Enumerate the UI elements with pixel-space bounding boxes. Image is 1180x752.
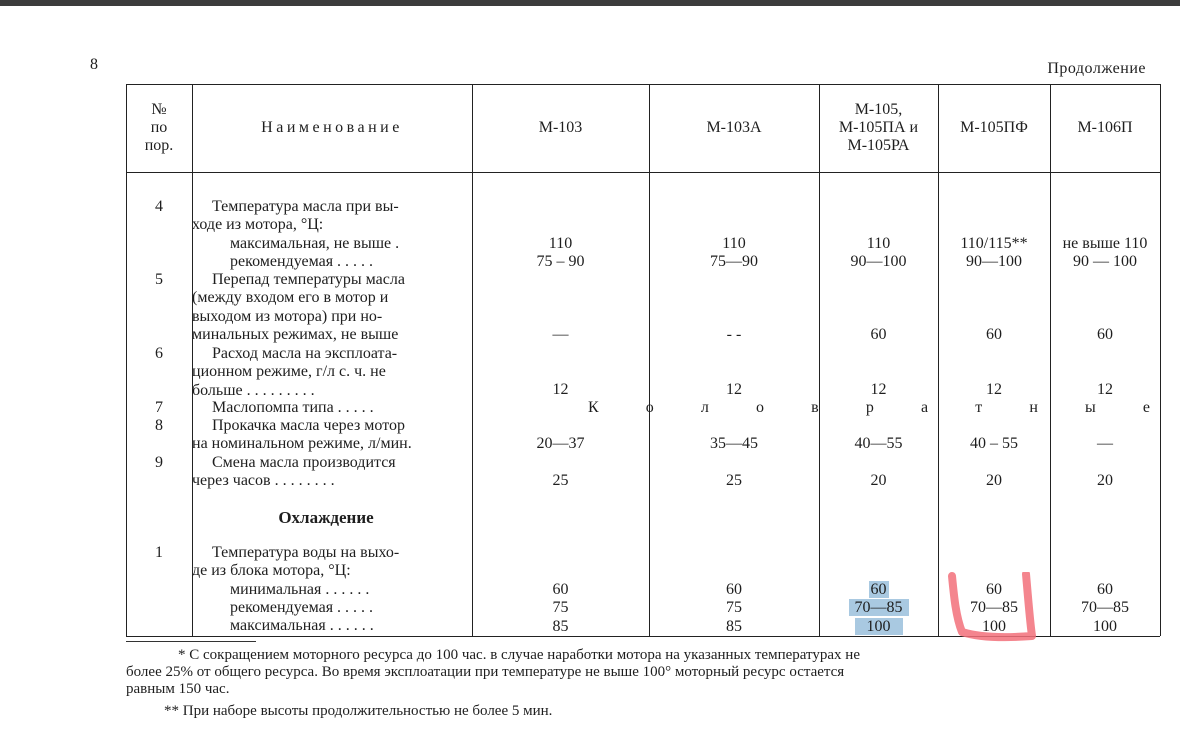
cell-m105-highlighted bbox=[819, 581, 938, 636]
cell-m103a: - - bbox=[726, 326, 742, 343]
name-line: рекомендуемая . . . . . bbox=[230, 598, 374, 616]
row-num: 9 bbox=[155, 454, 163, 471]
cell-m103a bbox=[649, 235, 819, 272]
cell-m106p: 60 bbox=[1097, 326, 1113, 343]
cell-m103: 25 bbox=[552, 472, 569, 489]
cell-line: 85 bbox=[552, 617, 569, 635]
cell-line: 70—85 bbox=[970, 599, 1018, 617]
row-name bbox=[192, 417, 412, 454]
footnote-1-line3: равным 150 час. bbox=[126, 681, 230, 697]
name-line: выходом из мотора) при но- bbox=[192, 307, 383, 325]
spaced-letter: о bbox=[756, 399, 765, 416]
cell-m105 bbox=[819, 235, 938, 272]
footnote-1-line1: * С сокращением моторного ресурса до 100 час. в случае наработки мотора на указанных температурах не bbox=[178, 647, 860, 663]
cell-line: 60 bbox=[552, 581, 569, 598]
cell-line: 85 bbox=[726, 617, 742, 635]
spaced-letter: ы bbox=[1085, 399, 1096, 416]
name-line: больше . . . . . . . . . bbox=[192, 381, 315, 399]
name-line: Температура масла при вы- bbox=[212, 198, 399, 215]
spaced-letter: в bbox=[811, 399, 819, 416]
cell-m106p: 20 bbox=[1097, 472, 1113, 489]
header-num-line: № bbox=[151, 101, 167, 118]
cell-m105pf: 20 bbox=[986, 472, 1002, 489]
header-m105-line: М-105, bbox=[854, 101, 903, 118]
name-line: максимальная, не выше . bbox=[230, 234, 400, 252]
name-line: Маслопомпа типа . . . . . bbox=[212, 399, 374, 416]
cell-line: 70—85 bbox=[1081, 599, 1129, 617]
row-name bbox=[192, 198, 399, 271]
page-number: 8 bbox=[90, 56, 98, 73]
cell-line: 110 bbox=[866, 235, 891, 252]
header-num-line: пор. bbox=[144, 137, 174, 154]
table-bottom-rule bbox=[126, 636, 1160, 637]
name-line: минальных режимах, не выше bbox=[192, 325, 399, 343]
cell-line: 100 bbox=[1093, 617, 1117, 635]
spaced-letter: а bbox=[920, 399, 929, 416]
header-name: Наименование bbox=[261, 119, 403, 136]
cell-m103a bbox=[649, 581, 819, 636]
name-line: (между входом его в мотор и bbox=[192, 289, 389, 307]
cell-m103: — bbox=[552, 326, 569, 343]
cell-m103a: 12 bbox=[726, 381, 742, 398]
name-line: через часов . . . . . . . . bbox=[192, 472, 335, 490]
name-line: на номинальном режиме, л/мин. bbox=[192, 435, 412, 453]
footnote-rule bbox=[126, 641, 256, 642]
spaced-letter: К bbox=[588, 399, 599, 416]
pump-type-spaced bbox=[588, 399, 1160, 417]
highlighted-value: 100 bbox=[855, 618, 903, 635]
cell-line: не выше 110 bbox=[1062, 235, 1148, 252]
cell-m103a: 25 bbox=[726, 472, 742, 489]
cell-m103: 20—37 bbox=[536, 435, 585, 452]
name-line: Температура воды на выхо- bbox=[212, 544, 400, 561]
row-num: 6 bbox=[155, 345, 163, 362]
header-m103: М-103 bbox=[538, 119, 583, 136]
cell-m105pf: 40 – 55 bbox=[970, 435, 1018, 452]
spaced-letter: о bbox=[645, 399, 654, 416]
spaced-letter: н bbox=[1029, 399, 1038, 416]
header-m105 bbox=[819, 84, 938, 172]
name-line: ходе из мотора, °Ц: bbox=[192, 216, 324, 234]
header-rule bbox=[126, 172, 1160, 173]
row-name bbox=[192, 454, 396, 491]
name-line: рекомендуемая . . . . . bbox=[230, 252, 374, 270]
row-name bbox=[192, 271, 405, 344]
highlighted-value: 70—85 bbox=[849, 599, 909, 616]
row-name bbox=[192, 345, 397, 400]
cell-m105: 40—55 bbox=[854, 435, 903, 452]
cell-m105pf: 12 bbox=[986, 381, 1002, 398]
row-name bbox=[192, 544, 399, 635]
spaced-letter: е bbox=[1142, 399, 1150, 416]
cell-m103a: 35—45 bbox=[710, 435, 758, 452]
highlighted-value: 60 bbox=[870, 581, 887, 598]
cell-line: 90—100 bbox=[850, 253, 907, 271]
name-line: минимальная . . . . . . bbox=[230, 580, 370, 598]
name-line: Смена масла производится bbox=[212, 454, 396, 471]
spaced-letter: т bbox=[975, 399, 983, 416]
row-num: 4 bbox=[155, 198, 163, 215]
header-m106p: М-106П bbox=[1077, 119, 1133, 136]
header-m105pf: М-105ПФ bbox=[960, 119, 1028, 136]
cell-m106p: 12 bbox=[1097, 381, 1113, 398]
spaced-letter: л bbox=[700, 399, 709, 416]
row-num: 1 bbox=[155, 544, 163, 561]
spaced-letter: р bbox=[865, 399, 874, 416]
name-line: Расход масла на эксплоата- bbox=[212, 345, 398, 362]
cell-line: 60 bbox=[1097, 581, 1113, 598]
cell-line: 110 bbox=[722, 235, 746, 252]
name-line: де из блока мотора, °Ц: bbox=[192, 562, 351, 580]
cell-m106p bbox=[1050, 581, 1160, 636]
top-bar bbox=[0, 0, 1180, 6]
footnote-1-line2: более 25% от общего ресурса. Во время эксплоатации при температуре не выше 100° моторный ресурс остается bbox=[126, 664, 845, 680]
row-num: 7 bbox=[155, 399, 163, 416]
continued-label: Продолжение bbox=[1047, 60, 1146, 77]
row-num: 8 bbox=[155, 417, 163, 434]
cell-line: 90—100 bbox=[966, 253, 1022, 271]
name-line: ционном режиме, г/л с. ч. не bbox=[192, 363, 386, 381]
header-num bbox=[126, 84, 192, 172]
col-rule bbox=[1160, 84, 1161, 636]
spec-table bbox=[126, 84, 1160, 636]
cell-line: 75 bbox=[552, 599, 569, 617]
name-line: Перепад температуры масла bbox=[212, 271, 405, 288]
cell-m106p bbox=[1050, 235, 1160, 272]
cell-m103: 12 bbox=[552, 381, 569, 398]
row-name bbox=[192, 399, 374, 417]
cell-line: 110 bbox=[548, 235, 573, 252]
cell-line: 110/115** bbox=[960, 235, 1028, 252]
header-m105-line: М-105РА bbox=[847, 137, 910, 154]
cell-m103 bbox=[472, 581, 649, 636]
name-line: максимальная . . . . . . bbox=[230, 617, 374, 635]
cell-m105: 60 bbox=[870, 326, 887, 343]
cell-m105: 12 bbox=[870, 381, 887, 398]
cell-m103 bbox=[472, 235, 649, 272]
cell-m105pf: 60 bbox=[986, 326, 1002, 343]
cell-m105pf bbox=[938, 581, 1050, 636]
cell-line: 75—90 bbox=[710, 253, 758, 271]
cell-line: 60 bbox=[986, 581, 1002, 598]
cell-line: 90 — 100 bbox=[1073, 253, 1137, 271]
header-m105-line: М-105ПА и bbox=[838, 119, 919, 136]
header-m103a: М-103А bbox=[706, 119, 762, 136]
header-num-line: по bbox=[150, 119, 168, 136]
cell-line: 75 bbox=[726, 599, 742, 617]
cell-m106p: — bbox=[1097, 435, 1113, 452]
cell-m105pf bbox=[938, 235, 1050, 272]
cell-m105: 20 bbox=[870, 472, 887, 489]
cell-line: 100 bbox=[982, 617, 1006, 635]
row-num: 5 bbox=[155, 271, 163, 288]
cell-line: 75 – 90 bbox=[536, 253, 585, 271]
footnote-2: ** При наборе высоты продолжительностью не более 5 мин. bbox=[164, 703, 553, 719]
cell-line: 60 bbox=[726, 581, 742, 598]
section-cooling: Охлаждение bbox=[278, 508, 374, 527]
name-line: Прокачка масла через мотор bbox=[212, 417, 405, 434]
